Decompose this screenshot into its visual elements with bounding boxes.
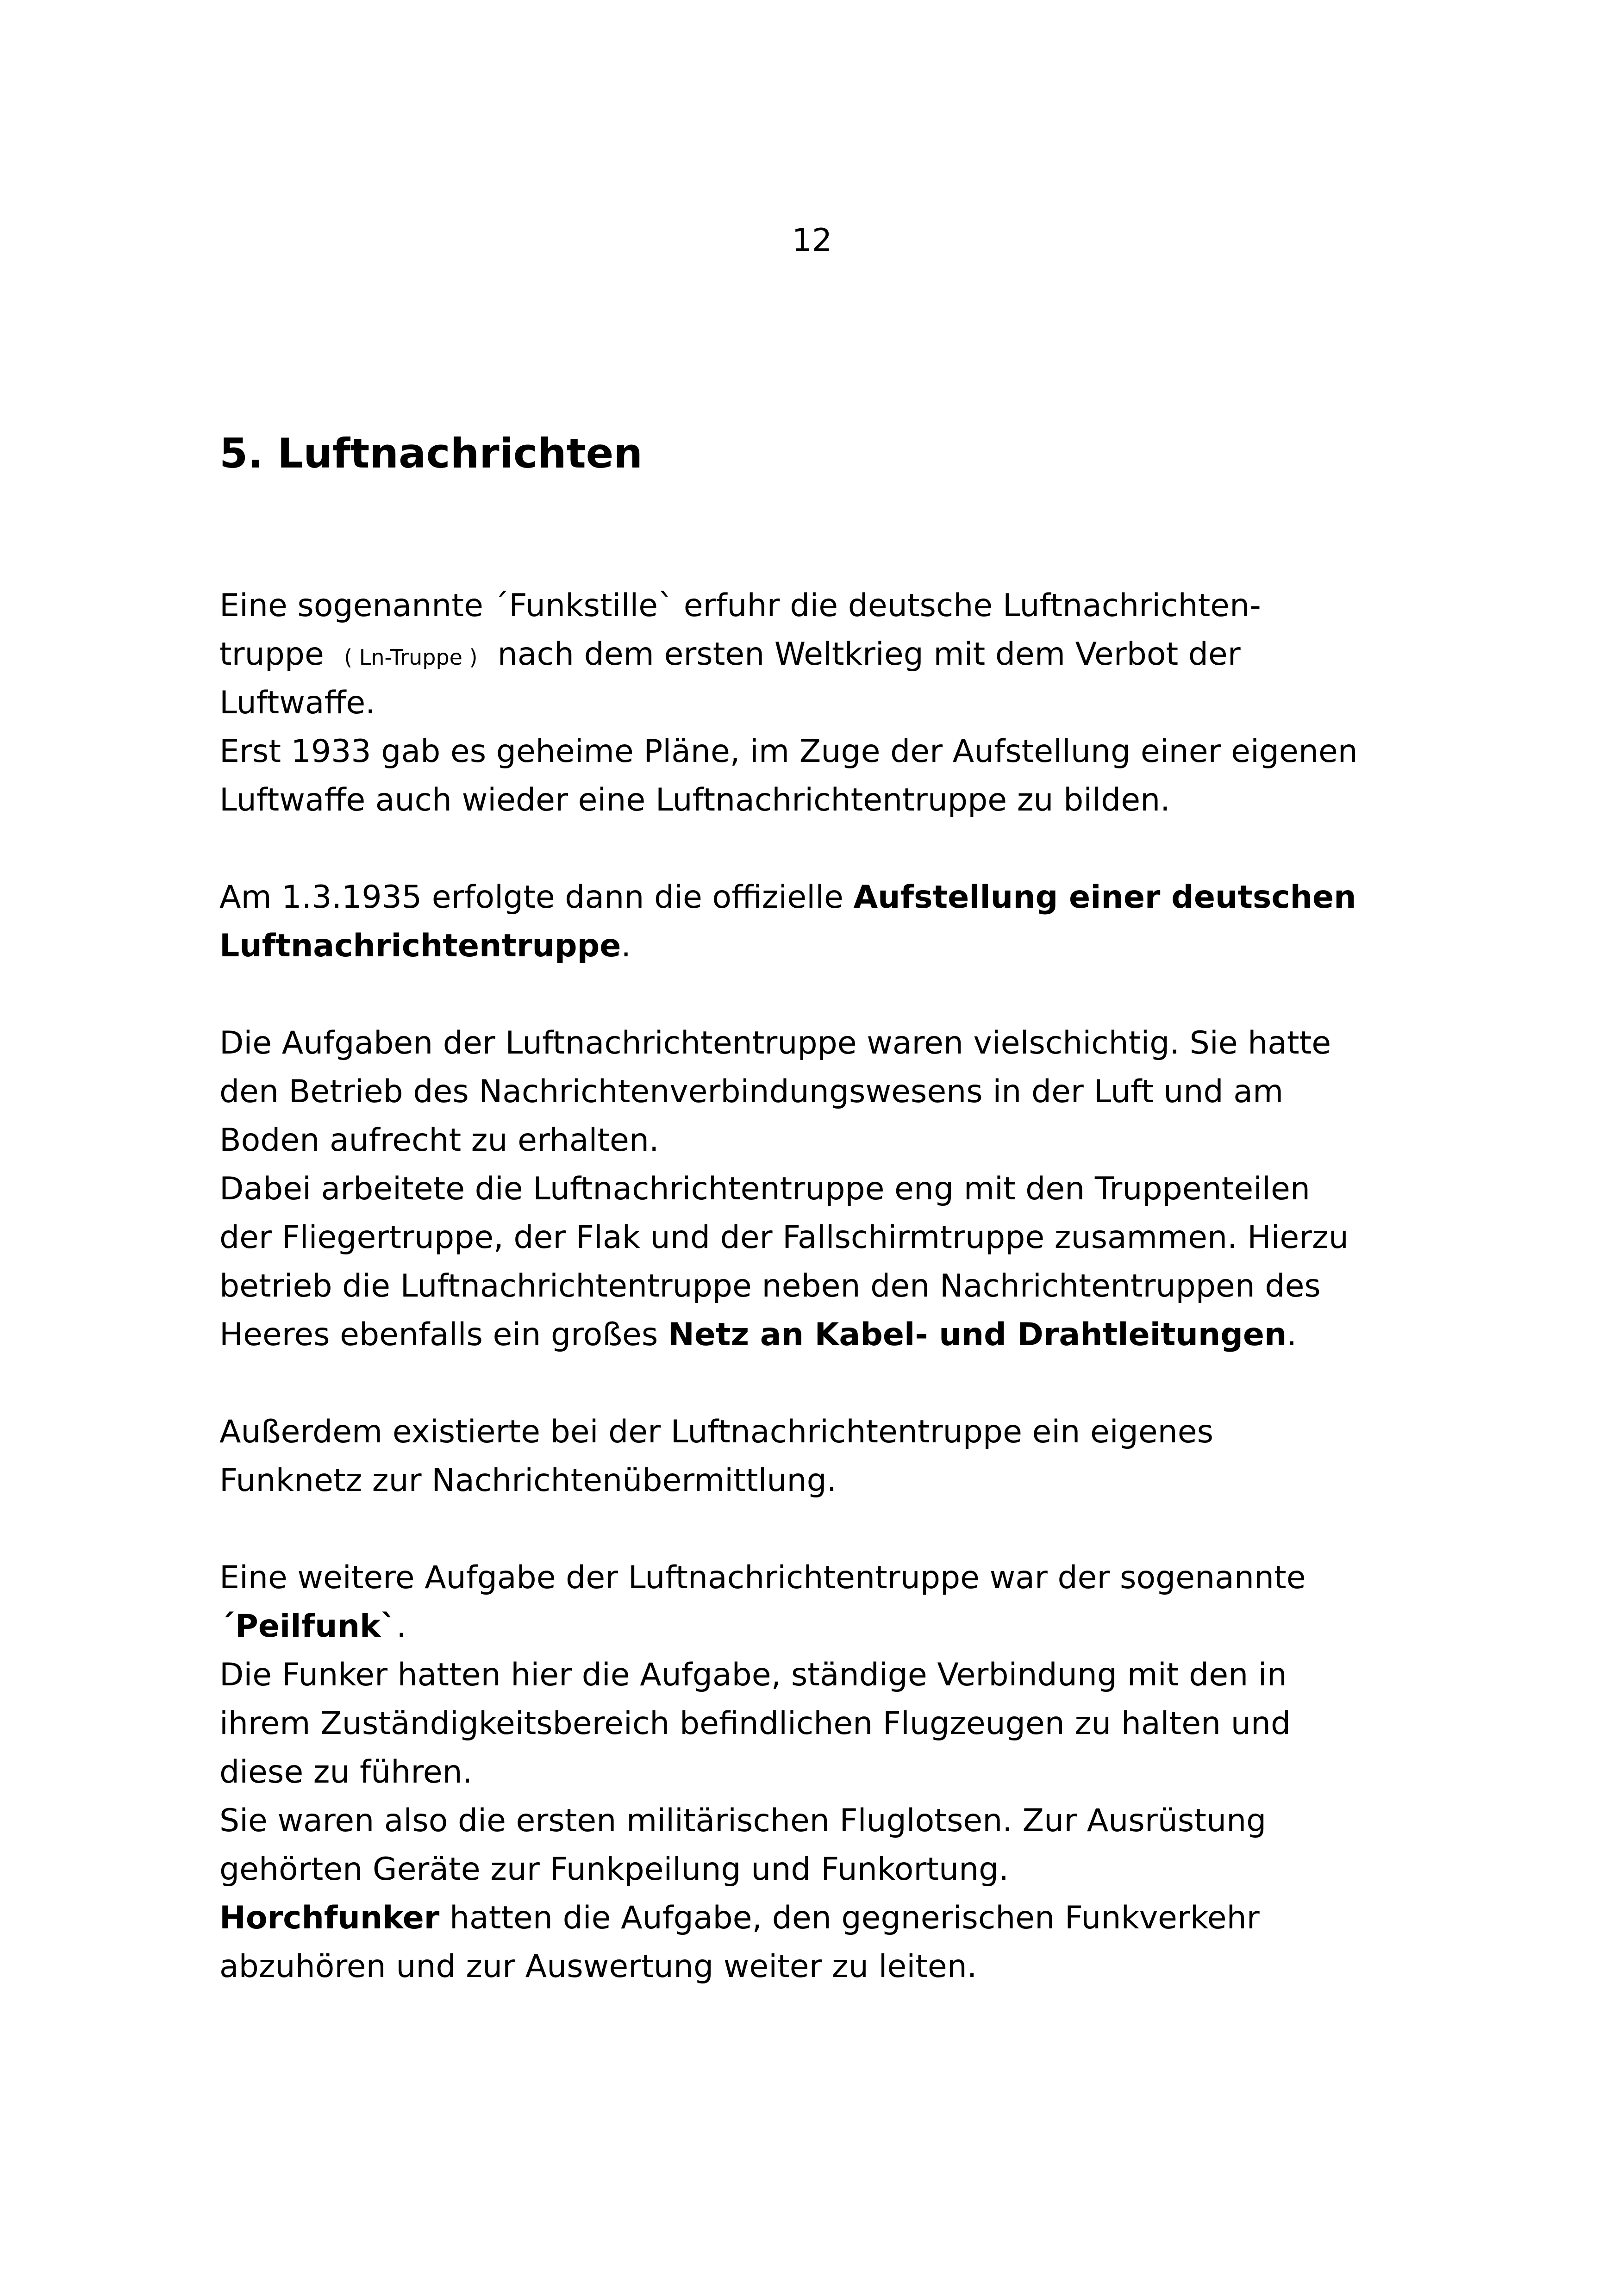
text-line: abzuhören und zur Auswertung weiter zu leiten. — [219, 1948, 977, 1985]
text-line: Luftwaffe. — [219, 685, 375, 721]
text-line: Luftwaffe auch wieder eine Luftnachrichtentruppe zu bilden. — [219, 782, 1170, 818]
text-line: Die Aufgaben der Luftnachrichtentruppe waren vielschichtig. Sie hatte — [219, 1025, 1331, 1061]
text-line — [219, 873, 1423, 922]
paragraph-2 — [219, 873, 1423, 970]
text-span: . — [1287, 1316, 1297, 1353]
text-line — [219, 1310, 1423, 1359]
text-line: gehörten Geräte zur Funkpeilung und Funkortung. — [219, 1851, 1009, 1888]
paragraph-gap — [219, 970, 1423, 1019]
text-span: Am 1.3.1935 erfolgte dann die offizielle — [219, 879, 854, 916]
text-line: betrieb die Luftnachrichtentruppe neben den Nachrichtentruppen des — [219, 1268, 1321, 1304]
text-line: Dabei arbeitete die Luftnachrichtentruppe eng mit den Truppenteilen — [219, 1171, 1310, 1207]
page-number: 12 — [792, 222, 832, 259]
paragraph-gap — [219, 824, 1423, 873]
body-text — [219, 581, 1423, 1991]
text-line: Funknetz zur Nachrichtenübermittlung. — [219, 1462, 837, 1499]
text-line — [219, 1894, 1423, 1942]
text-span: . — [396, 1608, 406, 1645]
text-line: Die Funker hatten hier die Aufgabe, ständige Verbindung mit den in — [219, 1657, 1287, 1693]
text-line — [219, 922, 1423, 970]
text-line: Boden aufrecht zu erhalten. — [219, 1122, 659, 1159]
bold-text: Horchfunker — [219, 1900, 440, 1936]
paragraph-5 — [219, 1553, 1423, 1991]
text-span: . — [621, 928, 631, 964]
text-span: truppe — [219, 636, 324, 673]
text-line: den Betrieb des Nachrichtenverbindungswesens in der Luft und am — [219, 1073, 1284, 1110]
text-line: diese zu führen. — [219, 1754, 473, 1790]
paragraph-gap — [219, 1505, 1423, 1553]
text-line: Außerdem existierte bei der Luftnachrichtentruppe ein eigenes — [219, 1414, 1214, 1450]
text-span: hatten die Aufgabe, den gegnerischen Funkverkehr — [439, 1900, 1260, 1936]
text-span: nach dem ersten Weltkrieg mit dem Verbot der — [497, 636, 1241, 673]
paragraph-4 — [219, 1408, 1423, 1505]
bold-text: Netz an Kabel- und Drahtleitungen — [668, 1316, 1287, 1353]
text-line: Erst 1933 gab es geheime Pläne, im Zuge der Aufstellung einer eigenen — [219, 733, 1358, 770]
text-line: Sie waren also die ersten militärischen Fluglotsen. Zur Ausrüstung — [219, 1802, 1267, 1839]
text-line — [219, 1602, 1423, 1651]
bold-text: Aufstellung einer deutschen — [853, 879, 1356, 916]
bold-text: ´Peilfunk` — [219, 1608, 397, 1645]
section-heading: 5. Luftnachrichten — [219, 430, 643, 477]
paragraph-1 — [219, 581, 1423, 824]
text-line — [219, 630, 1423, 679]
text-line: Eine weitere Aufgabe der Luftnachrichtentruppe war der sogenannte — [219, 1559, 1306, 1596]
text-line: Eine sogenannte ´Funkstille` erfuhr die deutsche Luftnachrichten- — [219, 587, 1261, 624]
bold-text: Luftnachrichtentruppe — [219, 928, 621, 964]
abbreviation-note: ( Ln-Truppe ) — [344, 645, 478, 670]
paragraph-3 — [219, 1019, 1423, 1359]
text-line: der Fliegertruppe, der Flak und der Fallschirmtruppe zusammen. Hierzu — [219, 1219, 1349, 1256]
text-span: Heeres ebenfalls ein großes — [219, 1316, 668, 1353]
paragraph-gap — [219, 1359, 1423, 1408]
text-line: ihrem Zuständigkeitsbereich befindlichen Flugzeugen zu halten und — [219, 1705, 1291, 1742]
